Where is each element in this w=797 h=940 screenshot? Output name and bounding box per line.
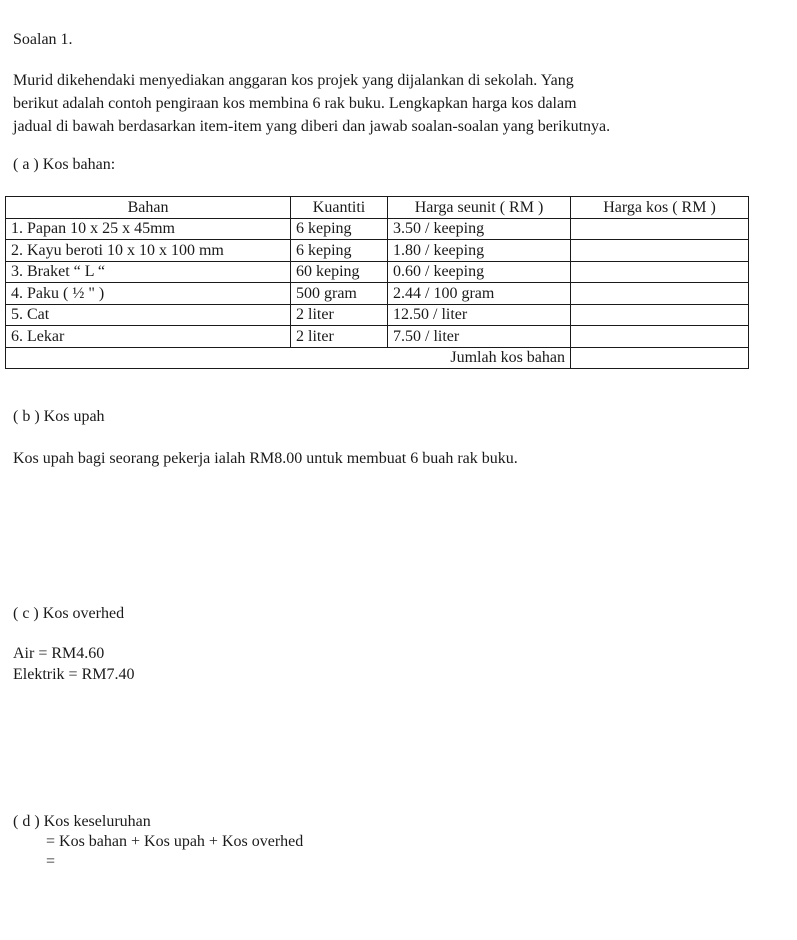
cell-kos	[571, 326, 749, 348]
cell-kuantiti: 6 keping	[291, 218, 388, 240]
section-c-heading: ( c ) Kos overhed	[13, 605, 125, 622]
table-row	[6, 240, 749, 262]
cell-bahan: 2. Kayu beroti 10 x 10 x 100 mm	[6, 240, 291, 262]
table-row	[6, 261, 749, 283]
cell-harga: 3.50 / keeping	[388, 218, 571, 240]
cell-harga: 0.60 / keeping	[388, 261, 571, 283]
cell-kuantiti: 6 keping	[291, 240, 388, 262]
header-harga-kos: Harga kos ( RM )	[571, 197, 749, 219]
cell-kos	[571, 240, 749, 262]
header-harga-seunit: Harga seunit ( RM )	[388, 197, 571, 219]
kos-upah-text: Kos upah bagi seorang pekerja ialah RM8.00 untuk membuat 6 buah rak buku.	[13, 450, 518, 467]
intro-paragraph	[13, 69, 610, 138]
intro-line: berikut adalah contoh pengiraan kos membina 6 rak buku. Lengkapkan harga kos dalam	[13, 95, 577, 112]
overhed-elektrik: Elektrik = RM7.40	[13, 666, 135, 683]
section-d-heading: ( d ) Kos keseluruhan	[13, 813, 151, 830]
cell-bahan: 1. Papan 10 x 25 x 45mm	[6, 218, 291, 240]
cell-kos	[571, 283, 749, 305]
cell-kuantiti: 60 keping	[291, 261, 388, 283]
cell-bahan: 4. Paku ( ½ " )	[6, 283, 291, 305]
table-row	[6, 304, 749, 326]
cell-harga: 12.50 / liter	[388, 304, 571, 326]
section-b-heading: ( b ) Kos upah	[13, 408, 105, 425]
kos-keseluruhan-formula: = Kos bahan + Kos upah + Kos overhed	[46, 833, 304, 850]
cell-bahan: 5. Cat	[6, 304, 291, 326]
intro-line: jadual di bawah berdasarkan item-item yang diberi dan jawab soalan-soalan yang berikutnya.	[13, 118, 611, 135]
table-header-row	[6, 197, 749, 219]
section-a-heading: ( a ) Kos bahan:	[13, 156, 116, 173]
cell-harga: 7.50 / liter	[388, 326, 571, 348]
table-row	[6, 283, 749, 305]
table-total-row	[6, 347, 749, 369]
cell-kos	[571, 218, 749, 240]
total-label: Jumlah kos bahan	[6, 347, 571, 369]
overhed-air: Air = RM4.60	[13, 645, 105, 662]
header-bahan: Bahan	[6, 197, 291, 219]
cell-bahan: 6. Lekar	[6, 326, 291, 348]
cell-bahan: 3. Braket “ L “	[6, 261, 291, 283]
cell-kuantiti: 2 liter	[291, 304, 388, 326]
kos-keseluruhan-result: =	[46, 853, 56, 870]
header-kuantiti: Kuantiti	[291, 197, 388, 219]
cell-kuantiti: 2 liter	[291, 326, 388, 348]
table-row	[6, 326, 749, 348]
total-value	[571, 347, 749, 369]
table-row	[6, 218, 749, 240]
kos-bahan-table	[5, 196, 749, 369]
cell-kos	[571, 304, 749, 326]
question-title: Soalan 1.	[13, 31, 73, 48]
cell-harga: 1.80 / keeping	[388, 240, 571, 262]
intro-line: Murid dikehendaki menyediakan anggaran kos projek yang dijalankan di sekolah. Yang	[13, 72, 574, 89]
cell-kuantiti: 500 gram	[291, 283, 388, 305]
cell-kos	[571, 261, 749, 283]
cell-harga: 2.44 / 100 gram	[388, 283, 571, 305]
